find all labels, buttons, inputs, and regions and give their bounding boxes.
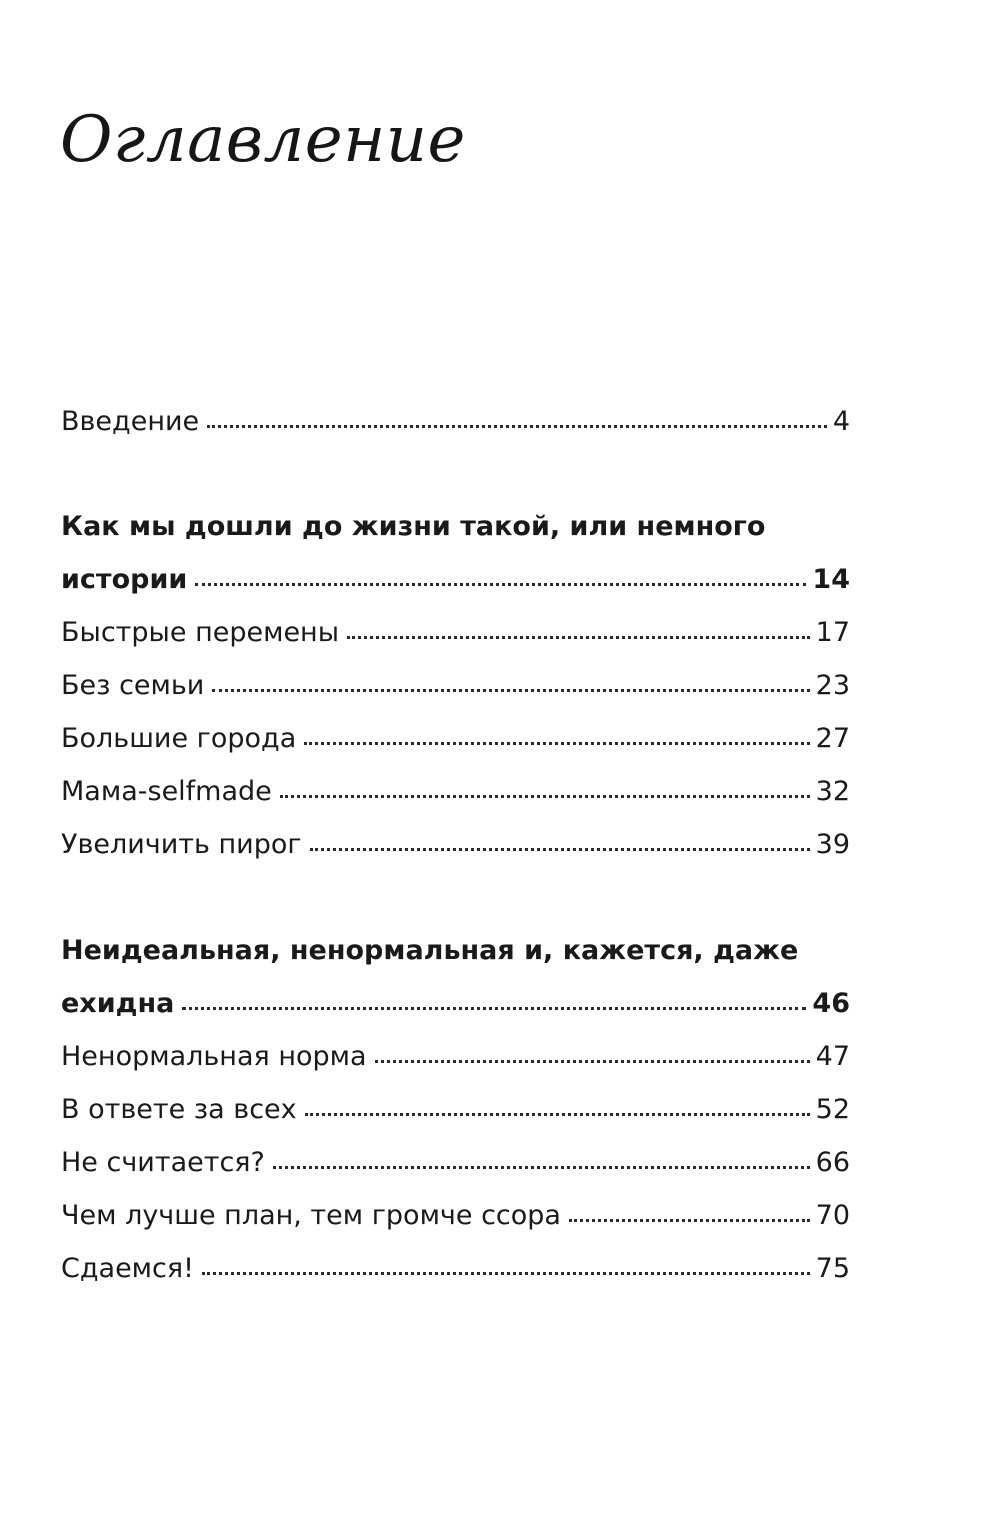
toc-entry-label: Большие города (61, 723, 297, 754)
dot-leader (212, 689, 809, 692)
toc-entry-page-number: 52 (815, 1094, 850, 1125)
toc-entry-page-number: 32 (815, 776, 850, 807)
dot-leader (280, 795, 810, 798)
toc-entry-page-number: 66 (815, 1147, 850, 1178)
toc-entry-label: Мама-selfmade (61, 776, 272, 807)
toc-entry-page-number: 39 (815, 829, 850, 860)
dot-leader (195, 583, 806, 586)
toc-part-heading-1-line-1[interactable]: Как мы дошли до жизни такой, или немного (61, 511, 766, 542)
toc-entry-label: Ненормальная норма (61, 1041, 367, 1072)
dot-leader (202, 1272, 810, 1275)
toc-entry-label: Увеличить пирог (61, 829, 302, 860)
toc-entry[interactable] (61, 772, 850, 812)
toc-entry-page-number: 14 (812, 564, 850, 595)
toc-entry-page-number: 27 (815, 723, 850, 754)
toc-entry-label: Сдаемся! (61, 1253, 194, 1284)
toc-entry-page-number: 23 (815, 670, 850, 701)
toc-entry[interactable] (61, 1249, 850, 1289)
dot-leader (207, 425, 827, 428)
toc-entry[interactable] (61, 1090, 850, 1130)
dot-leader (305, 1113, 810, 1116)
toc-entry-label: Не считается? (61, 1147, 265, 1178)
dot-leader (569, 1219, 810, 1222)
toc-entry-page-number: 17 (815, 617, 850, 648)
toc-entry-page-number: 70 (815, 1200, 850, 1231)
dot-leader (273, 1166, 810, 1169)
toc-part-heading-2-line-2[interactable] (61, 984, 850, 1024)
dot-leader (304, 742, 809, 745)
toc-entry[interactable] (61, 1143, 850, 1183)
toc-entry[interactable] (61, 1037, 850, 1077)
toc-entry-label: Чем лучше план, тем громче ссора (61, 1200, 561, 1231)
toc-entry[interactable] (61, 719, 850, 759)
dot-leader (375, 1060, 810, 1063)
toc-entry-label: Введение (61, 406, 200, 437)
dot-leader (182, 1007, 806, 1010)
toc-entry-label: ехидна (61, 988, 175, 1019)
toc-entry[interactable] (61, 1196, 850, 1236)
toc-entry-intro[interactable] (61, 402, 850, 442)
toc-entry[interactable] (61, 666, 850, 706)
page-title: Оглавление (60, 103, 466, 177)
toc-entry-page-number: 4 (832, 406, 850, 437)
toc-part-heading-2-line-1[interactable]: Неидеальная, ненормальная и, кажется, даже (61, 935, 799, 966)
toc-entry-label: Быстрые перемены (61, 617, 340, 648)
toc-entry-page-number: 47 (815, 1041, 850, 1072)
toc-entry[interactable] (61, 613, 850, 653)
dot-leader (347, 636, 810, 639)
toc-entry-label: Без семьи (61, 670, 205, 701)
toc-part-heading-1-line-2[interactable] (61, 560, 850, 600)
dot-leader (310, 848, 810, 851)
toc-entry-page-number: 46 (812, 988, 850, 1019)
toc-entry-label: истории (61, 564, 188, 595)
toc-entry-page-number: 75 (815, 1253, 850, 1284)
toc-entry-label: В ответе за всех (61, 1094, 297, 1125)
toc-entry[interactable] (61, 825, 850, 865)
